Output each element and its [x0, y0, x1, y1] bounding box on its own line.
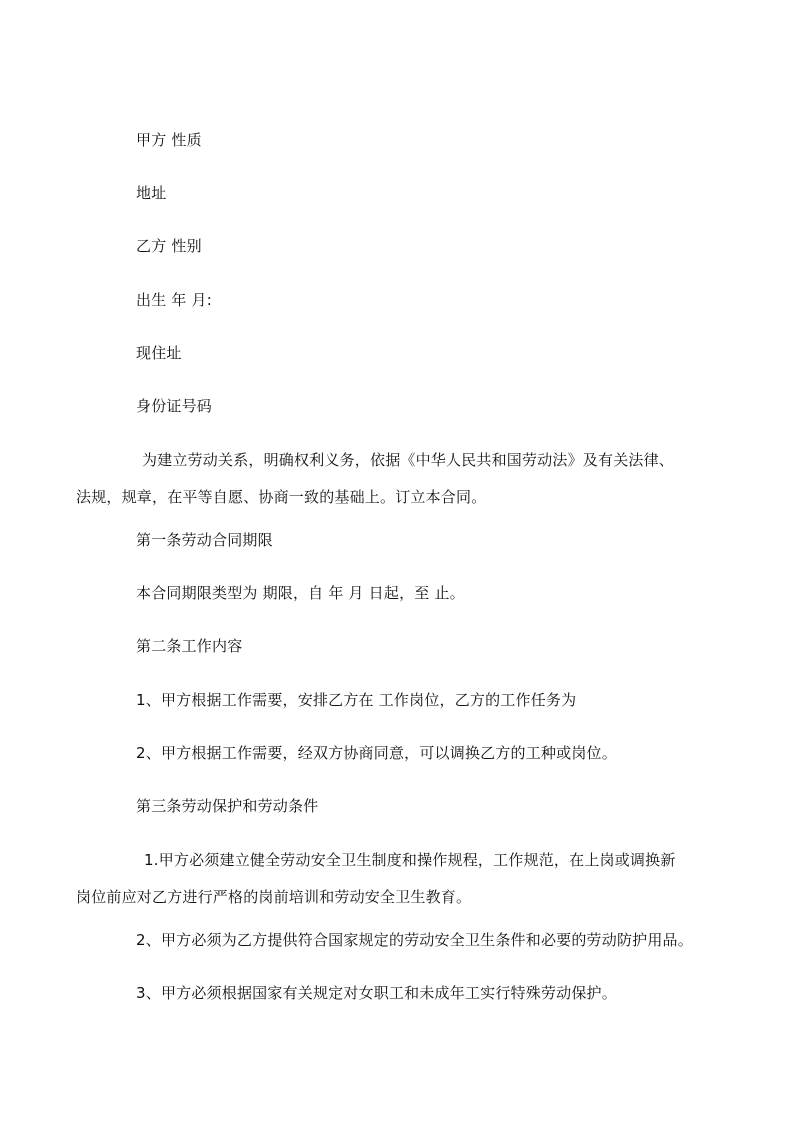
birth-date-field: 出生 年 月:: [136, 291, 212, 309]
article-1-title: 第一条劳动合同期限: [136, 531, 273, 549]
party-a-field: 甲方 性质: [136, 131, 202, 149]
intro-paragraph: [76, 451, 736, 506]
current-address-field: 现住址: [136, 344, 182, 362]
article-1-text: 本合同期限类型为 期限，自 年 月 日起，至 止。: [136, 584, 465, 602]
article-3-item-3: 3、甲方必须根据国家有关规定对女职工和未成年工实行特殊劳动保护。: [136, 984, 617, 1002]
intro-line-1: 为建立劳动关系，明确权利义务，依据《中华人民共和国劳动法》及有关法律、: [142, 451, 675, 469]
article-2-item-1: 1、甲方根据工作需要，安排乙方在 工作岗位，乙方的工作任务为: [136, 691, 577, 709]
article-2-item-2: 2、甲方根据工作需要，经双方协商同意，可以调换乙方的工种或岗位。: [136, 744, 617, 762]
intro-line-2: 法规，规章，在平等自愿、协商一致的基础上。订立本合同。: [76, 488, 487, 506]
article-3-item-1-line-1: 1.甲方必须建立健全劳动安全卫生制度和操作规程，工作规范，在上岗或调换新: [144, 851, 676, 869]
article-3-item-1-line-2: 岗位前应对乙方进行严格的岗前培训和劳动安全卫生教育。: [76, 888, 472, 906]
address-field: 地址: [136, 184, 167, 202]
article-2-title: 第二条工作内容: [136, 637, 243, 655]
article-3-item-2: 2、甲方必须为乙方提供符合国家规定的劳动安全卫生条件和必要的劳动防护用品。: [136, 931, 693, 949]
article-3-title: 第三条劳动保护和劳动条件: [136, 797, 319, 815]
article-3-item-1: [76, 851, 736, 906]
party-b-field: 乙方 性别: [136, 237, 202, 255]
id-number-field: 身份证号码: [136, 397, 213, 415]
